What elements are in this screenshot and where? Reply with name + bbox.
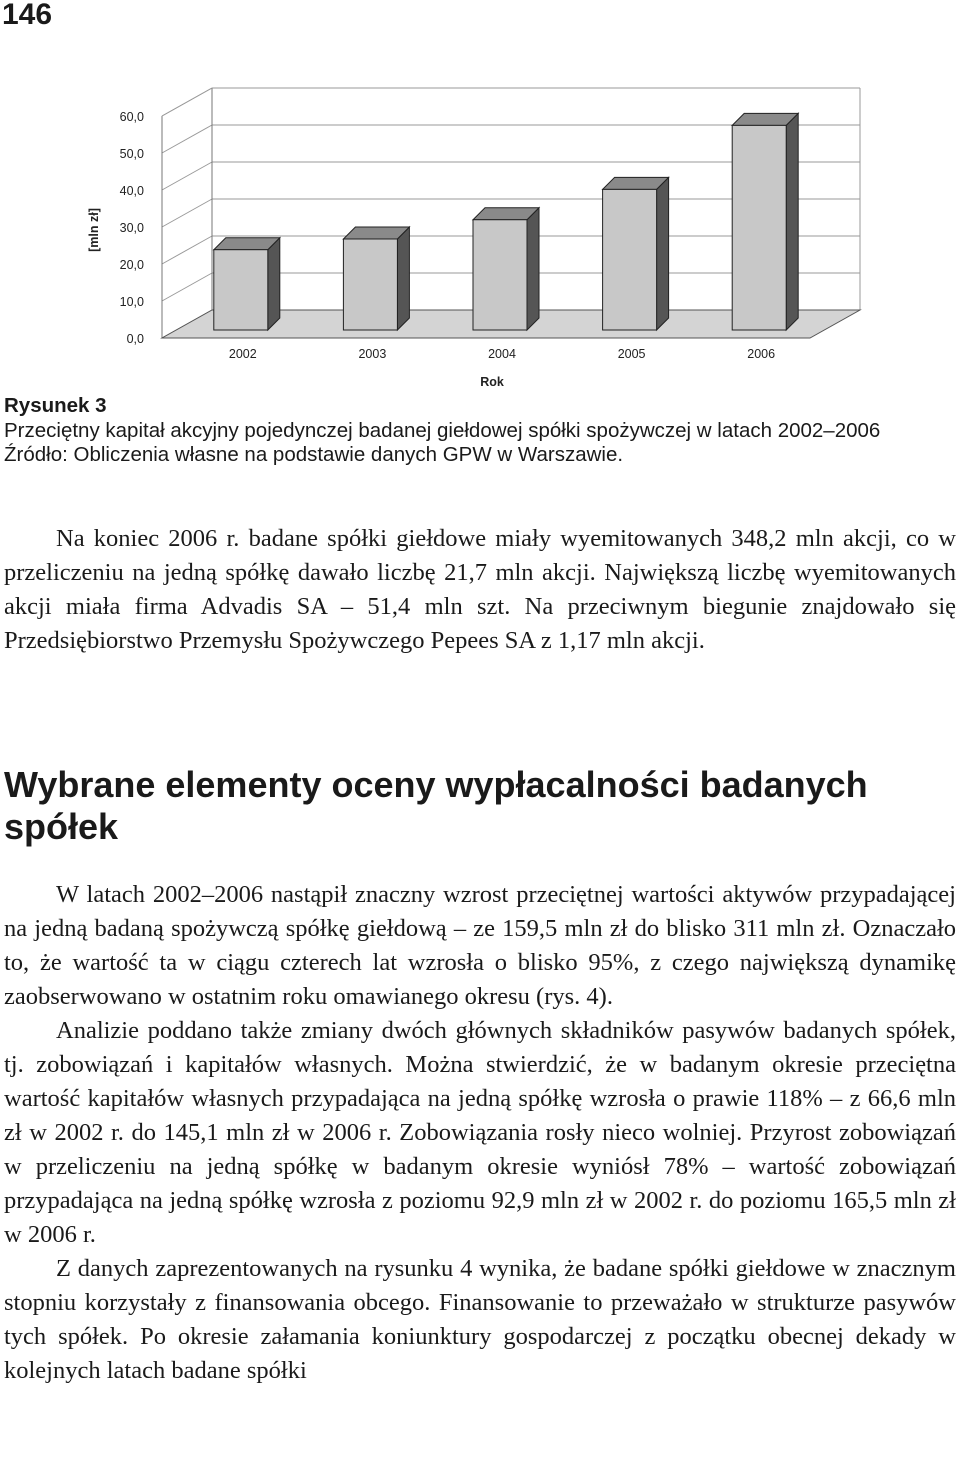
figure-title: Przeciętny kapitał akcyjny pojedynczej badanej giełdowej spółki spożywczej w latach 2002–2006: [4, 418, 881, 442]
bar-top: [214, 238, 280, 250]
y-tick-label: 10,0: [119, 295, 144, 309]
y-tick-label: 20,0: [119, 258, 144, 272]
figure-source: Źródło: Obliczenia własne na podstawie danych GPW w Warszawie.: [4, 443, 624, 466]
bar-side: [786, 113, 798, 330]
bar-top: [473, 208, 539, 220]
bar: [343, 239, 397, 330]
gridline-side: [162, 273, 212, 301]
body-paragraph: Z danych zaprezentowanych na rysunku 4 wynika, że badane spółki giełdowe w znacznym stopniu korzystały z finansowania obcego. Finansowanie to przeważało w strukturze pasywów tych spółek. Po okresie załamania koniunktury gospodarczej z początku obecnej dekady w kolejnych latach badane spółki: [4, 1255, 956, 1384]
bar-top: [732, 113, 798, 125]
bar-top: [343, 227, 409, 239]
bar-side: [527, 208, 539, 330]
bar-side: [397, 227, 409, 330]
x-tick-label: 2002: [228, 347, 257, 361]
page-number: 146: [2, 0, 53, 31]
y-axis-label: [mln zł]: [87, 208, 101, 252]
x-axis-label: Rok: [480, 375, 504, 389]
y-tick-label: 60,0: [119, 110, 144, 124]
x-tick-label: 2003: [358, 347, 387, 361]
body-paragraph: W latach 2002–2006 nastąpił znaczny wzrost przeciętnej wartości aktywów przypadającej na jedną badaną spożywczą spółkę giełdową – ze 159,5 mln zł do blisko 311 mln zł. Oznaczało to, że wartość ta w ciągu czterech lat wzrosła o blisko 95%, z czego największą dynamikę zaobserwowano w ostatnim roku omawianego okresu (rys. 4).: [4, 881, 956, 1010]
y-tick-label: 50,0: [119, 147, 144, 161]
body-paragraph: Analizie poddano także zmiany dwóch głównych składników pasywów badanych spółek, tj. zobowiązań i kapitałów własnych. Można stwierdzić, że w badanym okresie przeciętna wartość kapitałów własnych przypadająca na jedną spółkę wzrosła o prawie 118% – z 66,6 mln zł w 2002 r. do 145,1 mln zł w 2006 r. Zobowiązania rosły nieco wolniej. Przyrost zobowiązań w przeliczeniu na jedną spółkę w badanym okresie wyniósł 78% – wartość zobowiązań przypadająca na jedną spółkę wzrosła z poziomu 92,9 mln zł w 2002 r. do poziomu 165,5 mln zł w 2006 r.: [4, 1017, 956, 1248]
bar-chart: [80, 84, 880, 394]
bar-side: [657, 177, 669, 330]
top-edge: [162, 88, 212, 116]
figure-label: Rysunek 3: [4, 394, 107, 417]
body-text: [4, 878, 956, 1388]
gridline-side: [162, 125, 212, 153]
paragraph-intro: Na koniec 2006 r. badane spółki giełdowe miały wyemitowanych 348,2 mln akcji, co w przeliczeniu na jedną spółkę dawało liczbę 21,7 mln akcji. Największą liczbę wyemitowanych akcji miała firma Advadis SA – 51,4 mln szt. Na przeciwnym biegunie znajdowało się Przedsiębiorstwo Przemysłu Spożywczego Pepees SA z 1,17 mln akcji.: [4, 525, 956, 654]
bar: [214, 250, 268, 330]
gridline-side: [162, 199, 212, 227]
gridline-side: [162, 162, 212, 190]
y-tick-label: 0,0: [126, 332, 144, 346]
y-tick-label: 30,0: [119, 221, 144, 235]
bar: [473, 220, 527, 330]
x-tick-label: 2005: [617, 347, 646, 361]
section-heading: Wybrane elementy oceny wypłacalności badanych spółek: [4, 764, 868, 847]
y-tick-label: 40,0: [119, 184, 144, 198]
bar: [732, 125, 786, 330]
bar-side: [268, 238, 280, 330]
gridline-side: [162, 236, 212, 264]
x-tick-label: 2004: [488, 347, 516, 361]
x-tick-label: 2006: [747, 347, 776, 361]
figure-caption: [4, 394, 960, 468]
bar-top: [603, 177, 669, 189]
bar: [603, 189, 657, 330]
